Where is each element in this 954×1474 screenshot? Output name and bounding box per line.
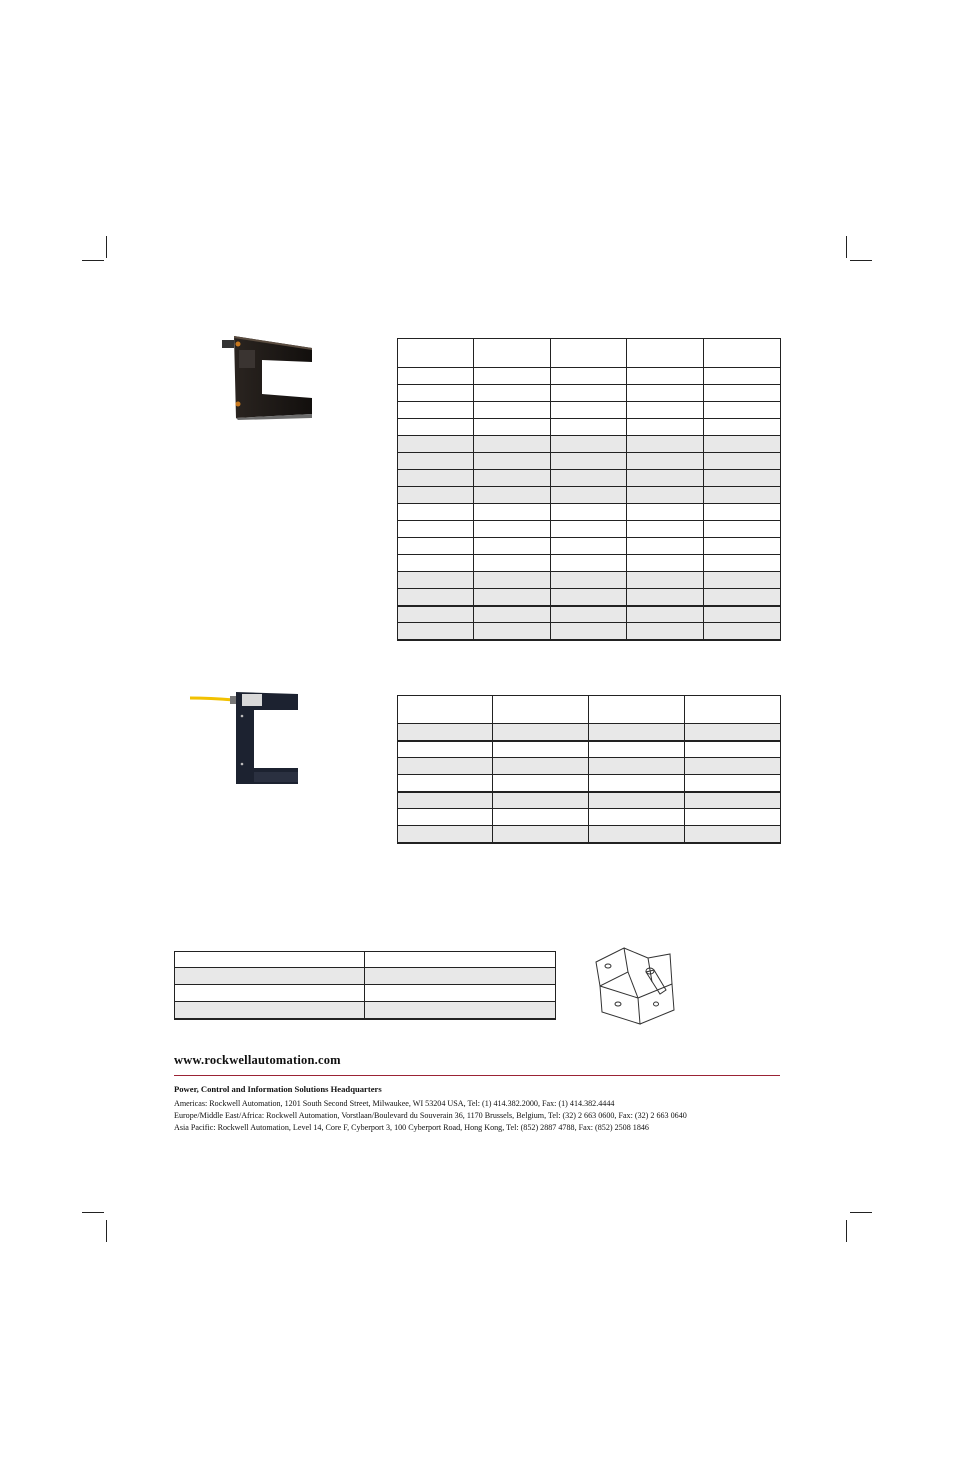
address-asia-pacific: Asia Pacific: Rockwell Automation, Level 14, Core F, Cyberport 3, 100 Cyberport Road, Hong Kong, Tel: (852) 2887 4788, Fax: (852) 2508 1846 <box>174 1123 649 1132</box>
table-row <box>398 758 781 775</box>
crop-mark <box>82 1212 104 1213</box>
crop-mark <box>850 260 872 261</box>
website-url[interactable]: www.rockwellautomation.com <box>174 1053 341 1067</box>
address-americas: Americas: Rockwell Automation, 1201 South Second Street, Milwaukee, WI 53204 USA, Tel: (1) 414.382.2000, Fax: (1) 414.382.4444 <box>174 1099 615 1108</box>
table-row <box>398 589 781 606</box>
table-row <box>398 775 781 792</box>
crop-mark <box>850 1212 872 1213</box>
footer-rule <box>174 1075 780 1076</box>
fork-sensor-cable-image <box>190 688 302 788</box>
table-row <box>175 1002 556 1019</box>
spec-table-2 <box>397 695 781 844</box>
table-row <box>398 402 781 419</box>
spec-table-1 <box>397 338 781 641</box>
table-row <box>398 521 781 538</box>
table-header-row <box>398 339 781 368</box>
fork-sensor-image <box>222 334 314 420</box>
table-row <box>398 826 781 843</box>
table-row <box>398 385 781 402</box>
table-row <box>398 538 781 555</box>
table-row <box>398 792 781 809</box>
table-row <box>398 623 781 640</box>
table-row <box>398 419 781 436</box>
crop-mark <box>106 1220 107 1242</box>
crop-mark <box>846 236 847 258</box>
hq-title: Power, Control and Information Solutions Headquarters <box>174 1084 382 1094</box>
table-row <box>175 985 556 1002</box>
table-row <box>398 504 781 521</box>
table-row <box>398 606 781 623</box>
table-row <box>398 453 781 470</box>
crop-mark <box>106 236 107 258</box>
table-row <box>175 968 556 985</box>
table-row <box>398 741 781 758</box>
table-row <box>398 470 781 487</box>
address-emea: Europe/Middle East/Africa: Rockwell Automation, Vorstlaan/Boulevard du Souverain 36, 1170 Brussels, Belgium, Tel: (32) 2 663 0600, Fax: (32) 2 663 0640 <box>174 1111 687 1120</box>
table-row <box>398 436 781 453</box>
table-row <box>398 368 781 385</box>
table-row <box>398 487 781 504</box>
table-row <box>398 555 781 572</box>
table-row <box>398 809 781 826</box>
table-header-row <box>398 696 781 724</box>
table-row <box>398 724 781 741</box>
table-row <box>398 572 781 589</box>
crop-mark <box>82 260 104 261</box>
table-header-row <box>175 952 556 968</box>
crop-mark <box>846 1220 847 1242</box>
mounting-bracket-drawing <box>594 944 678 1026</box>
accessory-table <box>174 951 556 1020</box>
